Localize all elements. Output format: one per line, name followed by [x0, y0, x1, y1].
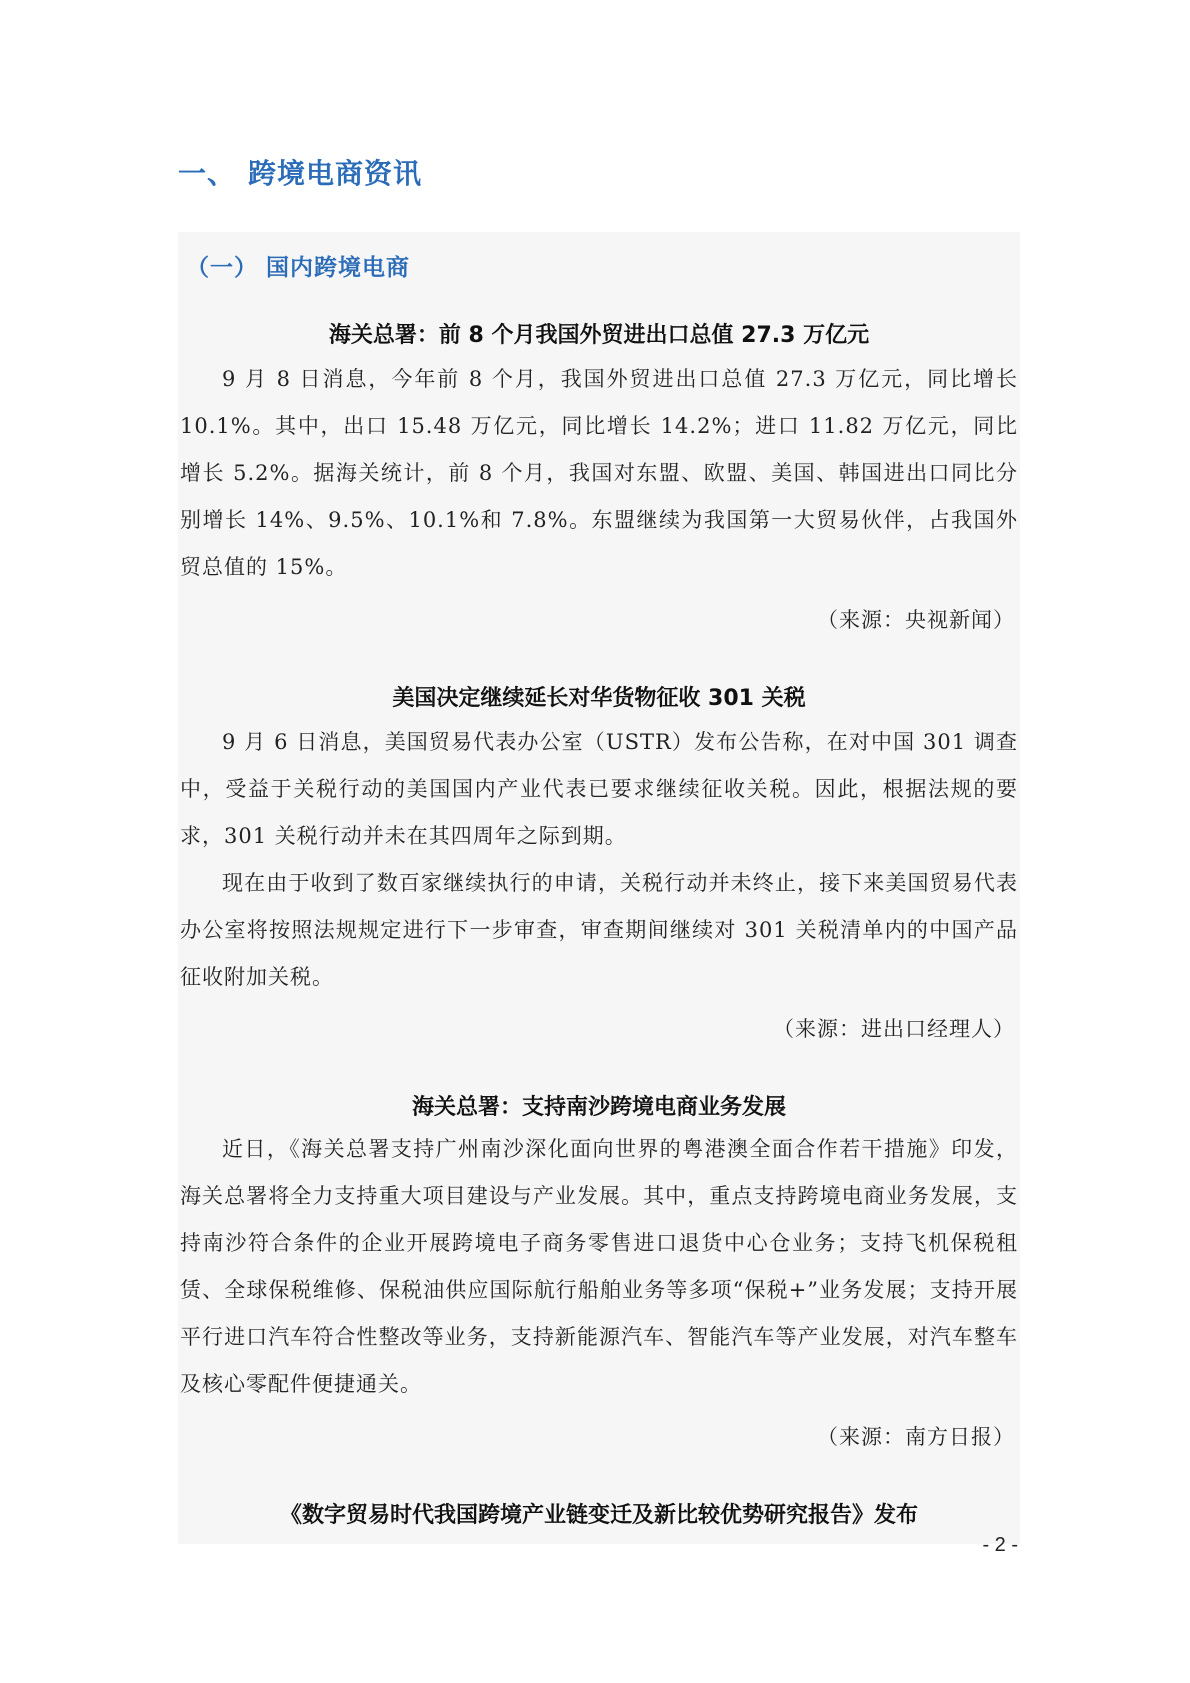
article-paragraph: 现在由于收到了数百家继续执行的申请，关税行动并未终止，接下来美国贸易代表办公室将按照法规规定进行下一步审查，审查期间继续对 301 关税清单内的中国产品征收附加关税。 [180, 871, 1018, 989]
article-paragraph: 9 月 6 日消息，美国贸易代表办公室（USTR）发布公告称，在对中国 301 调查中，受益于关税行动的美国国内产业代表已要求继续征收关税。因此，根据法规的要求，301 关税行动并未在其四周年之际到期。 [180, 730, 1018, 848]
section-number: 一、 [178, 157, 237, 190]
article-body [180, 356, 1018, 591]
subsection-heading [186, 249, 410, 282]
page-number: - 2 - [982, 1534, 1018, 1556]
article-body [180, 1126, 1018, 1408]
article-source: （来源：央视新闻） [817, 608, 1015, 632]
article-paragraph: 9 月 8 日消息，今年前 8 个月，我国外贸进出口总值 27.3 万亿元，同比增长 10.1%。其中，出口 15.48 万亿元，同比增长 14.2%；进口 11.82 万亿元，同比增长 5.2%。据海关统计，前 8 个月，我国对东盟、欧盟、美国、韩国进出口同比分别增长 14%、9.5%、10.1%和 7.8%。东盟继续为我国第一大贸易伙伴，占我国外贸总值的 15%。 [180, 367, 1018, 579]
section-heading [178, 152, 422, 192]
subsection-title: 国内跨境电商 [266, 255, 410, 281]
article-title: 海关总署：前 8 个月我国外贸进出口总值 27.3 万亿元 [328, 323, 870, 348]
article-title: 海关总署：支持南沙跨境电商业务发展 [411, 1095, 786, 1120]
article-body [180, 719, 1018, 1001]
article-paragraph: 近日，《海关总署支持广州南沙深化面向世界的粤港澳全面合作若干措施》印发，海关总署将全力支持重大项目建设与产业发展。其中，重点支持跨境电商业务发展，支持南沙符合条件的企业开展跨境电子商务零售进口退货中心仓业务；支持飞机保税租赁、全球保税维修、保税油供应国际航行船舶业务等多项“保税+”业务发展；支持开展平行进口汽车符合性整改等业务，支持新能源汽车、智能汽车等产业发展，对汽车整车及核心零配件便捷通关。 [180, 1137, 1018, 1396]
subsection-number: （一） [186, 255, 258, 281]
article-source: （来源：南方日报） [817, 1425, 1015, 1449]
article-source: （来源：进出口经理人） [773, 1017, 1015, 1041]
article-title: 《数字贸易时代我国跨境产业链变迁及新比较优势研究报告》发布 [279, 1503, 918, 1528]
article-title: 美国决定继续延长对华货物征收 301 关税 [392, 686, 806, 711]
section-title: 跨境电商资讯 [248, 157, 423, 190]
